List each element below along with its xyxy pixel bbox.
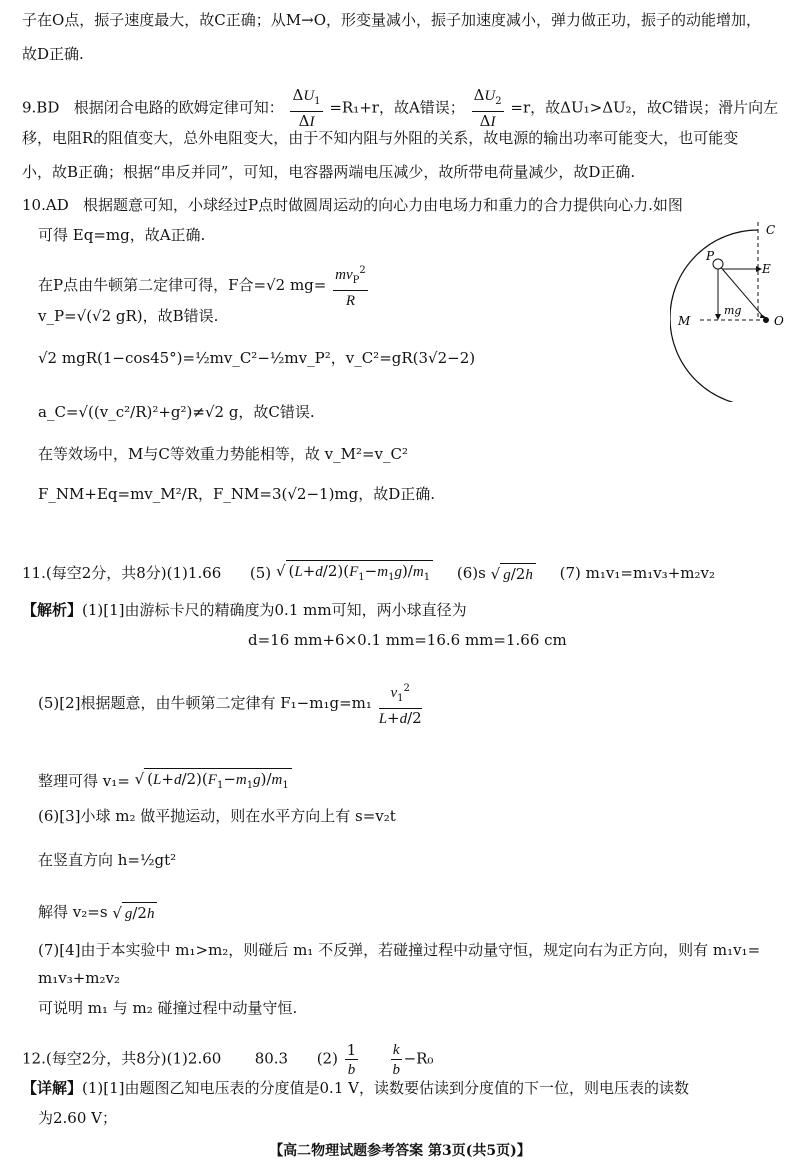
q11-line1 <box>22 560 715 588</box>
text-line: 为2.60 V； <box>38 1109 117 1127</box>
q11-line-zl <box>38 768 292 796</box>
label-p: P <box>706 249 715 263</box>
fraction: $\frac{1}{b}$ <box>346 1040 357 1078</box>
text-line: 在等效场中，M与C等效重力势能相等，故 v_M²=v_C² <box>38 445 408 463</box>
arrow-head <box>715 314 721 320</box>
text-line: 子在O点，振子速度最大，故C正确；从M→O，形变量减小，振子加速度减小，弹力做正功，振子的动能增加， <box>22 11 762 29</box>
label-m: M <box>678 314 691 328</box>
text-line: 移，电阻R的阻值变大，总外电阻变大，由于不知内阻与外阻的关系，故电源的输出功率可能变大，也可能变 <box>22 129 739 147</box>
text-line: (7)[4]由于本实验中 m₁>m₂，则碰后 m₁ 不反弹，若碰撞过程中动量守恒，规定向右为正方向，则有 m₁v₁= <box>38 941 761 959</box>
text-line: 可得 Eq=mg，故A正确. <box>38 226 206 244</box>
fraction: $\frac{\Delta U_1}{\Delta I}$ <box>292 86 321 130</box>
fraction: $\frac{\Delta U_2}{\Delta I}$ <box>473 86 502 130</box>
circle-figure <box>670 222 790 402</box>
text: 整理可得 v₁= <box>38 772 130 790</box>
text-line: 在竖直方向 h=½gt² <box>38 851 177 869</box>
text: (2) <box>316 1049 338 1068</box>
q10-line-c <box>38 262 370 310</box>
text: (6)s <box>456 564 486 582</box>
q11-head: 11.(每空2分，共8分)(1)1.66 <box>22 564 222 582</box>
text-line: 可说明 m₁ 与 m₂ 碰撞过程中动量守恒. <box>38 999 298 1017</box>
text-line: F_NM+Eq=mv_M²/R，F_NM=3(√2−1)mg，故D正确. <box>38 485 436 503</box>
text: (5)[2]根据题意，由牛顿第二定律有 F₁−m₁g=m₁ <box>38 694 372 712</box>
text: =R₁+r，故A错误； <box>329 98 465 117</box>
sqrt-expression: √ g/2h <box>491 563 536 585</box>
text-line: √2 mgR(1−cos45°)=½mv_C²−½mv_P²，v_C²=gR(3√2−2) <box>38 349 476 367</box>
text-line: m₁v₃+m₂v₂ <box>38 969 121 987</box>
q11-analysis <box>22 600 467 620</box>
label-mg: mg <box>724 304 742 317</box>
text: (1)[1]由游标卡尺的精确度为0.1 mm可知，两小球直径为 <box>82 601 467 619</box>
label-o: O <box>774 314 784 328</box>
text: =r，故ΔU₁>ΔU₂，故C错误；滑片向左 <box>510 98 779 117</box>
q11-line-jd <box>38 902 157 924</box>
text-line: (6)[3]小球 m₂ 做平抛运动，则在水平方向上有 s=v₂t <box>38 807 396 825</box>
sqrt-expression: √ $(L+d/2)(F_1-m_1g)/m_1$ <box>276 560 433 588</box>
text-line: 故D正确. <box>22 45 84 63</box>
sqrt-expression: √ $(L+d/2)(F_1-m_1g)/m_1$ <box>135 768 292 796</box>
text: 根据闭合电路的欧姆定律可知： <box>73 98 284 117</box>
ball <box>713 259 723 269</box>
text: 80.3 <box>254 1049 289 1068</box>
q9-line1 <box>22 86 778 131</box>
detail-tag: 【详解】 <box>22 1079 83 1097</box>
q9-number: 9.BD <box>22 98 60 117</box>
text: 在P点由牛顿第二定律可得，F合=√2 mg= <box>38 276 327 294</box>
q10-number: 10.AD <box>22 196 69 214</box>
q12-line1 <box>22 1040 433 1079</box>
arrow-head <box>760 314 767 318</box>
label-c: C <box>766 223 776 237</box>
text: 根据题意可知，小球经过P点时做圆周运动的向心力由电场力和重力的合力提供向心力.如图 <box>83 196 683 214</box>
text: 解得 v₂=s <box>38 903 108 921</box>
text: (1)[1]由题图乙知电压表的分度值是0.1 V，读数要估读到分度值的下一位，则电压表的读数 <box>82 1079 689 1097</box>
analysis-tag: 【解析】 <box>22 601 83 619</box>
text: (7) m₁v₁=m₁v₃+m₂v₂ <box>559 564 715 582</box>
text-line: 小，故B正确；根据“串反并同”，可知，电容器两端电压减少，故所带电荷量减少，故D正确. <box>22 163 636 181</box>
page-footer: 【高二物理试题参考答案 第3页(共5页)】 <box>269 1143 531 1159</box>
text: −R₀ <box>403 1049 434 1068</box>
text: (5) <box>249 564 272 582</box>
q12-head: 12.(每空2分，共8分)(1)2.60 <box>22 1049 222 1068</box>
q10-line1 <box>22 195 683 215</box>
sqrt-expression: √ g/2h <box>112 902 157 924</box>
fraction: $\frac{v_1^2}{L+d/2}$ <box>379 680 422 728</box>
q11-line-52 <box>38 680 424 728</box>
q12-detail <box>22 1078 689 1098</box>
text-line: a_C=√((v_c²/R)²+g²)≠√2 g，故C错误. <box>38 403 315 421</box>
fraction: $\frac{k}{b}$ <box>392 1042 400 1078</box>
fraction: $\frac{mv_P^2}{R}$ <box>333 262 368 310</box>
text-line: v_P=√(√2 gR)，故B错误. <box>38 307 219 325</box>
label-e: E <box>762 262 771 276</box>
text-line: d=16 mm+6×0.1 mm=16.6 mm=1.66 cm <box>248 631 567 649</box>
